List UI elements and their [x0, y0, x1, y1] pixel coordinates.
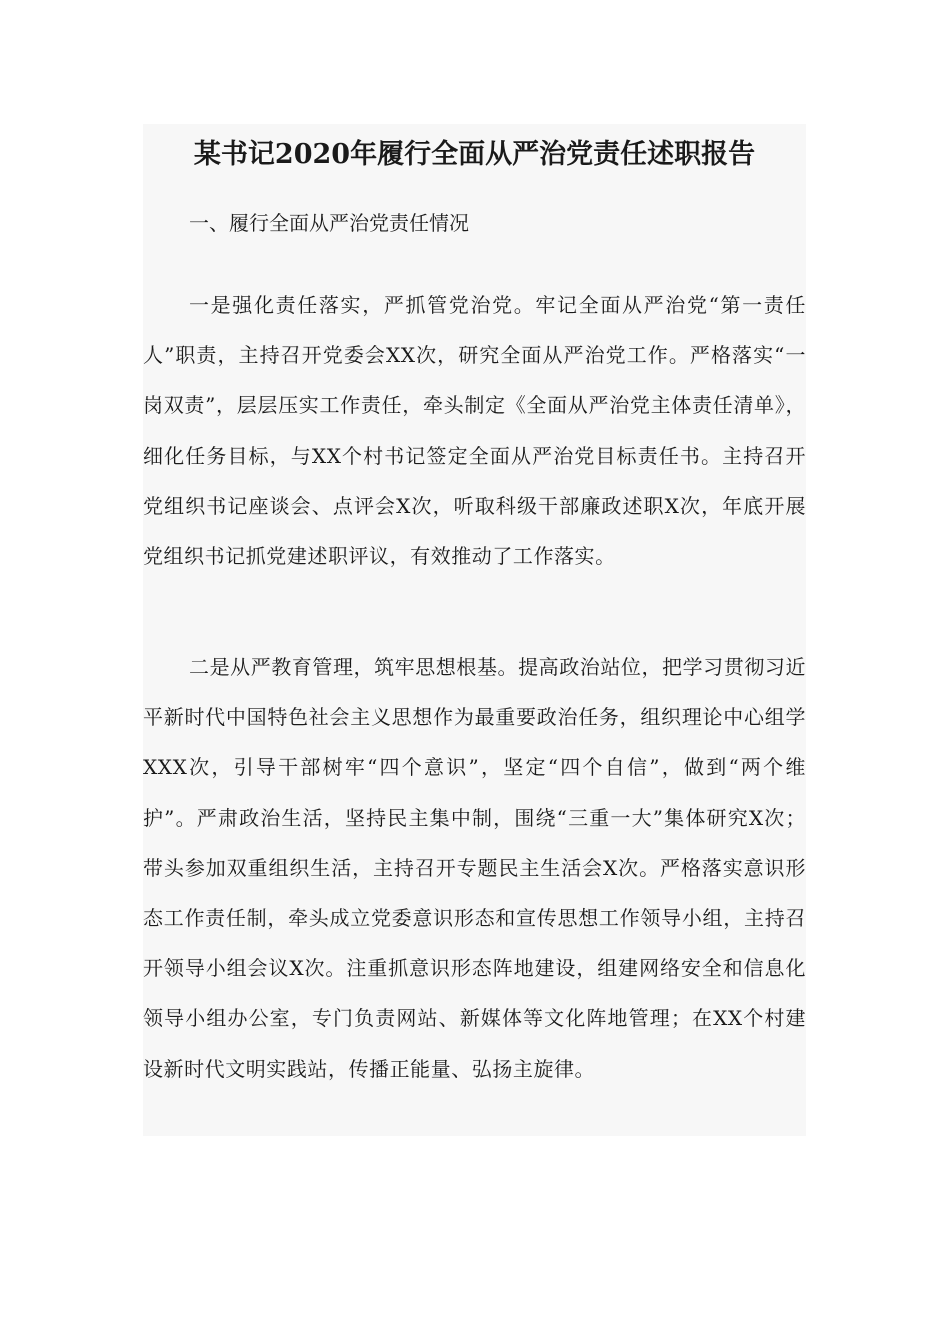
document-title: 某书记2020年履行全面从严治党责任述职报告	[193, 139, 756, 170]
paragraph-2: 二是从严教育管理，筑牢思想根基。提高政治站位，把学习贯彻习近平新时代中国特色社会主义思想作为最重要政治任务，组织理论中心组学XXX次，引导干部树牢“四个意识”，坚定“四个自信”，做到“两个维护”。严肃政治生活，坚持民主集中制，围绕“三重一大”集体研究X次；带头参加双重组织生活，主持召开专题民主生活会X次。严格落实意识形态工作责任制，牵头成立党委意识形态和宣传思想工作领导小组，主持召开领导小组会议X次。注重抓意识形态阵地建设，组建网络安全和信息化领导小组办公室，专门负责网站、新媒体等文化阵地管理；在XX个村建设新时代文明实践站，传播正能量、弘扬主旋律。	[143, 655, 806, 1081]
section-heading: 一、履行全面从严治党责任情况	[189, 211, 469, 235]
document-page	[143, 124, 806, 1136]
paragraph-1: 一是强化责任落实，严抓管党治党。牢记全面从严治党“第一责任人”职责，主持召开党委会XX次，研究全面从严治党工作。严格落实“一岗双责”，层层压实工作责任，牵头制定《全面从严治党主体责任清单》，细化任务目标，与XX个村书记签定全面从严治党目标责任书。主持召开党组织书记座谈会、点评会X次，听取科级干部廉政述职X次，年底开展党组织书记抓党建述职评议，有效推动了工作落实。	[143, 293, 806, 569]
